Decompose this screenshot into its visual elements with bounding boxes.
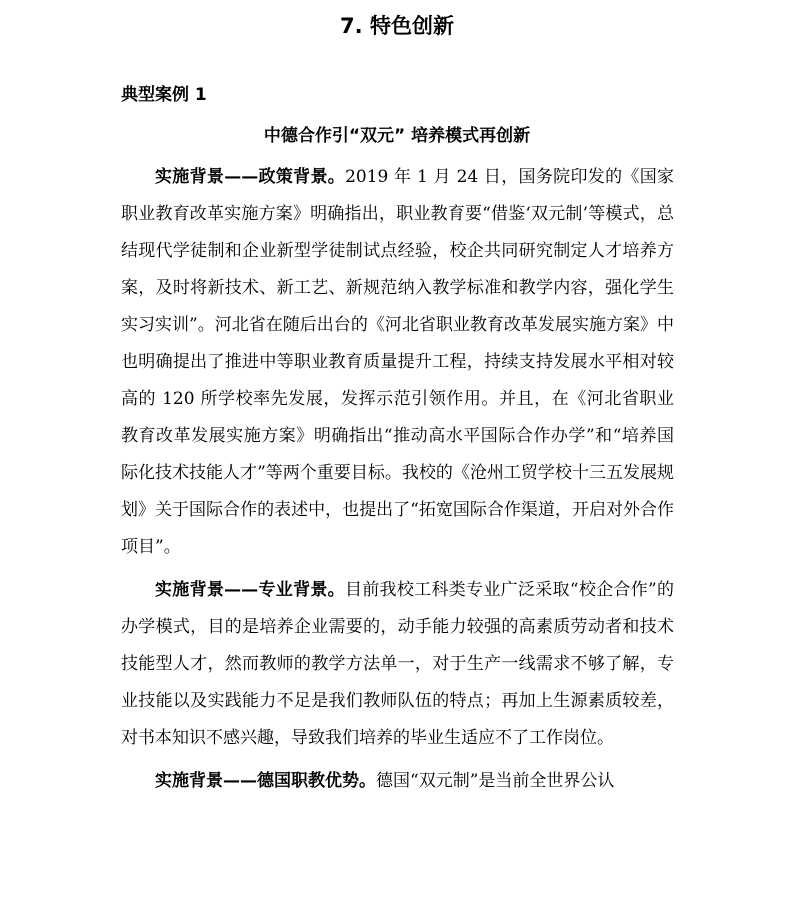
case-title: 中德合作引“双元” 培养模式再创新 bbox=[263, 126, 531, 146]
section-title: 7. 特色创新 bbox=[340, 14, 454, 38]
paragraph-german-advantage bbox=[121, 763, 674, 800]
paragraph-text: 目前我校工科类专业广泛采取“校企合作”的办学模式，目的是培养企业需要的，动手能力较强的高素质劳动者和技术技能型人才，然而教师的教学方法单一，对于生产一线需求不够了解，专业技能以及实践能力不足是我们教师队伍的特点；再加上生源素质较差，对书本知识不感兴趣，导致我们培养的毕业生适应不了工作岗位。 bbox=[121, 580, 674, 748]
paragraph-lead: 实施背景——政策背景。 bbox=[155, 167, 346, 187]
paragraph-professional-background bbox=[121, 572, 674, 757]
paragraph-text: 2019 年 1 月 24 日，国务院印发的《国家职业教育改革实施方案》明确指出，职业教育要“借鉴‘双元制’等模式，总结现代学徒制和企业新型学徒制试点经验，校企共同研究制定人才培养方案，及时将新技术、新工艺、新规范纳入教学标准和教学内容，强化学生实习实训”。河北省在随后出台的《河北省职业教育改革发展实施方案》中也明确提出了推进中等职业教育质量提升工程，持续支持发展水平相对较高的 120 所学校率先发展，发挥示范引领作用。并且，在《河北省职业教育改革发展实施方案》明确指出“推动高水平国际合作办学”和“培养国际化技术技能人才”等两个重要目标。我校的《沧州工贸学校十三五发展规划》关于国际合作的表述中，也提出了“拓宽国际合作渠道，开启对外合作项目”。 bbox=[121, 167, 674, 557]
paragraph-policy-background bbox=[121, 159, 674, 566]
document-body bbox=[121, 159, 674, 800]
paragraph-lead: 实施背景——专业背景。 bbox=[155, 580, 345, 600]
case-label: 典型案例 1 bbox=[121, 85, 207, 105]
paragraph-lead: 实施背景——德国职教优势。 bbox=[155, 771, 376, 791]
paragraph-text: 德国“双元制”是当前全世界公认 bbox=[376, 771, 615, 791]
